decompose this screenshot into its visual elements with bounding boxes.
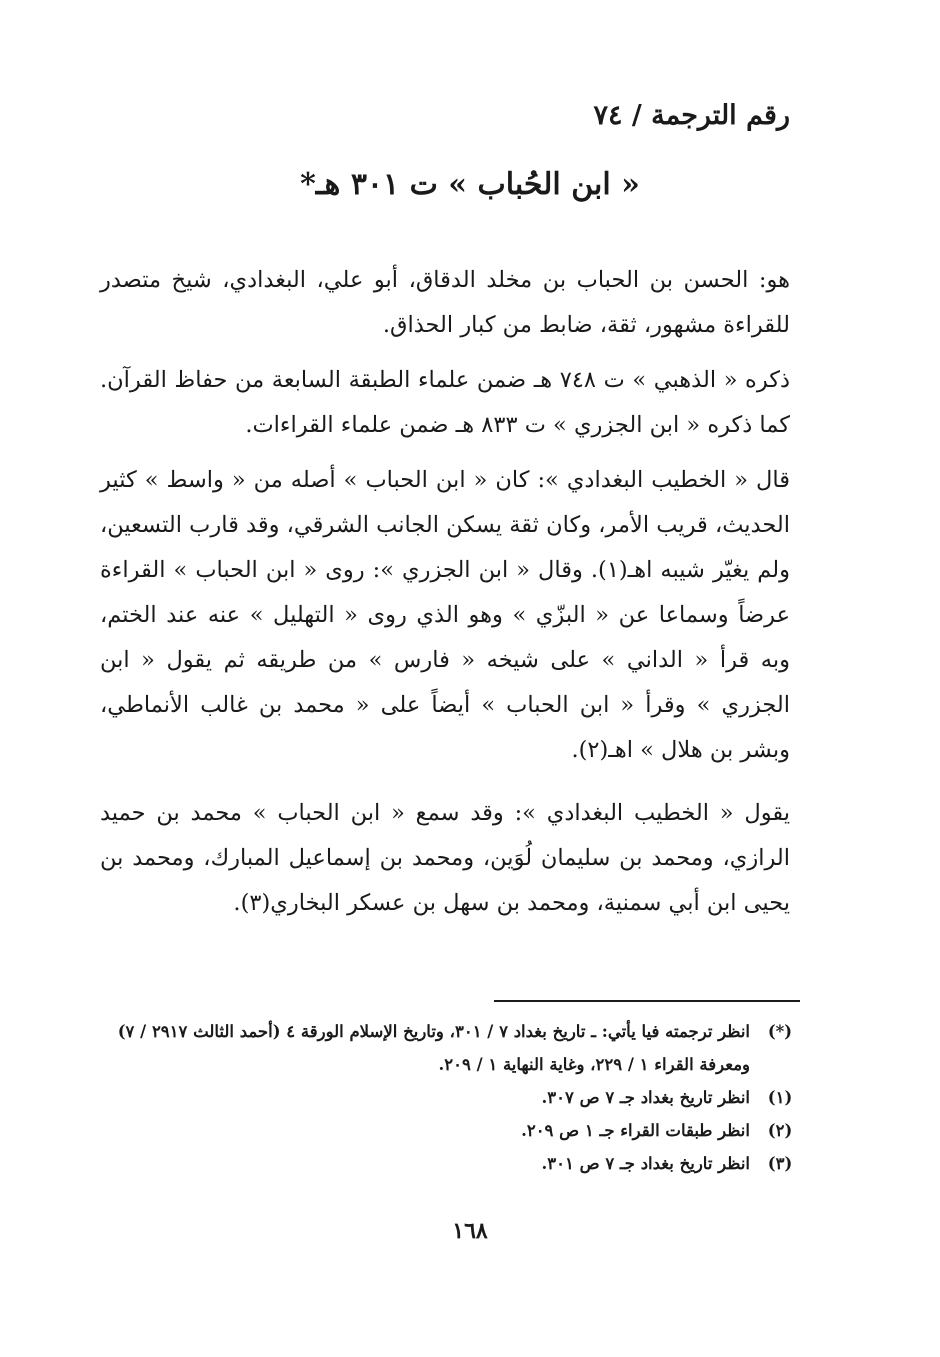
footnote-item — [100, 1147, 800, 1180]
paragraph-teachers: يقول « الخطيب البغدادي »: وقد سمع « ابن الحباب » محمد بن حميد الرازي، ومحمد بن سليمان لُوَين، ومحمد بن إسماعيل المبارك، ومحمد بن يحيى ابن أبي سمنية، ومحمد بن سهل بن عسكر البخاري(٣). — [100, 800, 790, 916]
footnote-marker: (٢) — [767, 1121, 793, 1140]
biography-title: « ابن الحُباب » ت ٣٠١ هـ* — [300, 167, 640, 202]
footnote-text: انظر طبقات القراء جـ ١ ص ٢٠٩. — [521, 1121, 750, 1140]
paragraph-mentions: ذكره « الذهبي » ت ٧٤٨ هـ ضمن علماء الطبقة السابعة من حفاظ القرآن. كما ذكره « ابن الجزري » ت ٨٣٣ هـ ضمن علماء القراءات. — [100, 367, 790, 438]
footnote-marker: (١) — [767, 1088, 793, 1107]
entry-number-heading: رقم الترجمة / ٧٤ — [593, 100, 790, 131]
footnote-text: انظر تاريخ بغداد جـ ٧ ص ٣٠١. — [541, 1154, 750, 1173]
footnote-item — [100, 1114, 800, 1147]
footnotes-section — [100, 1015, 800, 1180]
footnote-text: انظر تاريخ بغداد جـ ٧ ص ٣٠٧. — [541, 1088, 750, 1107]
footnote-text: انظر ترجمته فيا يأتي: ـ تاريخ بغداد ٧ / ٣٠١، وتاريخ الإسلام الورقة ٤ (أحمد الثالث ٢٩١٧ / ٧) ومعرفة القراء ١ / ٢٢٩، وغاية النهاية ١ / ٢٠٩. — [117, 1022, 750, 1074]
page-number: ١٦٨ — [452, 1218, 488, 1244]
footnote-marker: (*) — [767, 1022, 793, 1041]
footnote-divider — [494, 1000, 800, 1002]
footnote-item — [100, 1015, 800, 1081]
paragraph-khatib-quote: قال « الخطيب البغدادي »: كان « ابن الحباب » أصله من « واسط » كثير الحديث، قريب الأمر، وكان ثقة يسكن الجانب الشرقي، وقد قارب التسعين، ولم يغيّر شيبه اهـ(١). وقال « ابن الجزري »: روى « ابن الحباب » القراءة عرضاً وسماعا عن « البزّي » وهو الذي روى « التهليل » عنه عند الختم، وبه قرأ « الداني » على شيخه « فارس » من طريقه ثم يقول « ابن الجزري » وقرأ « ابن الحباب » أيضاً على « محمد بن غالب الأنماطي، وبشر بن هلال » اهـ(٢). — [100, 467, 790, 763]
footnote-item — [100, 1081, 800, 1114]
footnote-marker: (٣) — [767, 1154, 793, 1173]
paragraph-identity: هو: الحسن بن الحباب بن مخلد الدقاق، أبو علي، البغدادي، شيخ متصدر للقراءة مشهور، ثقة، ضابط من كبار الحذاق. — [100, 267, 790, 338]
